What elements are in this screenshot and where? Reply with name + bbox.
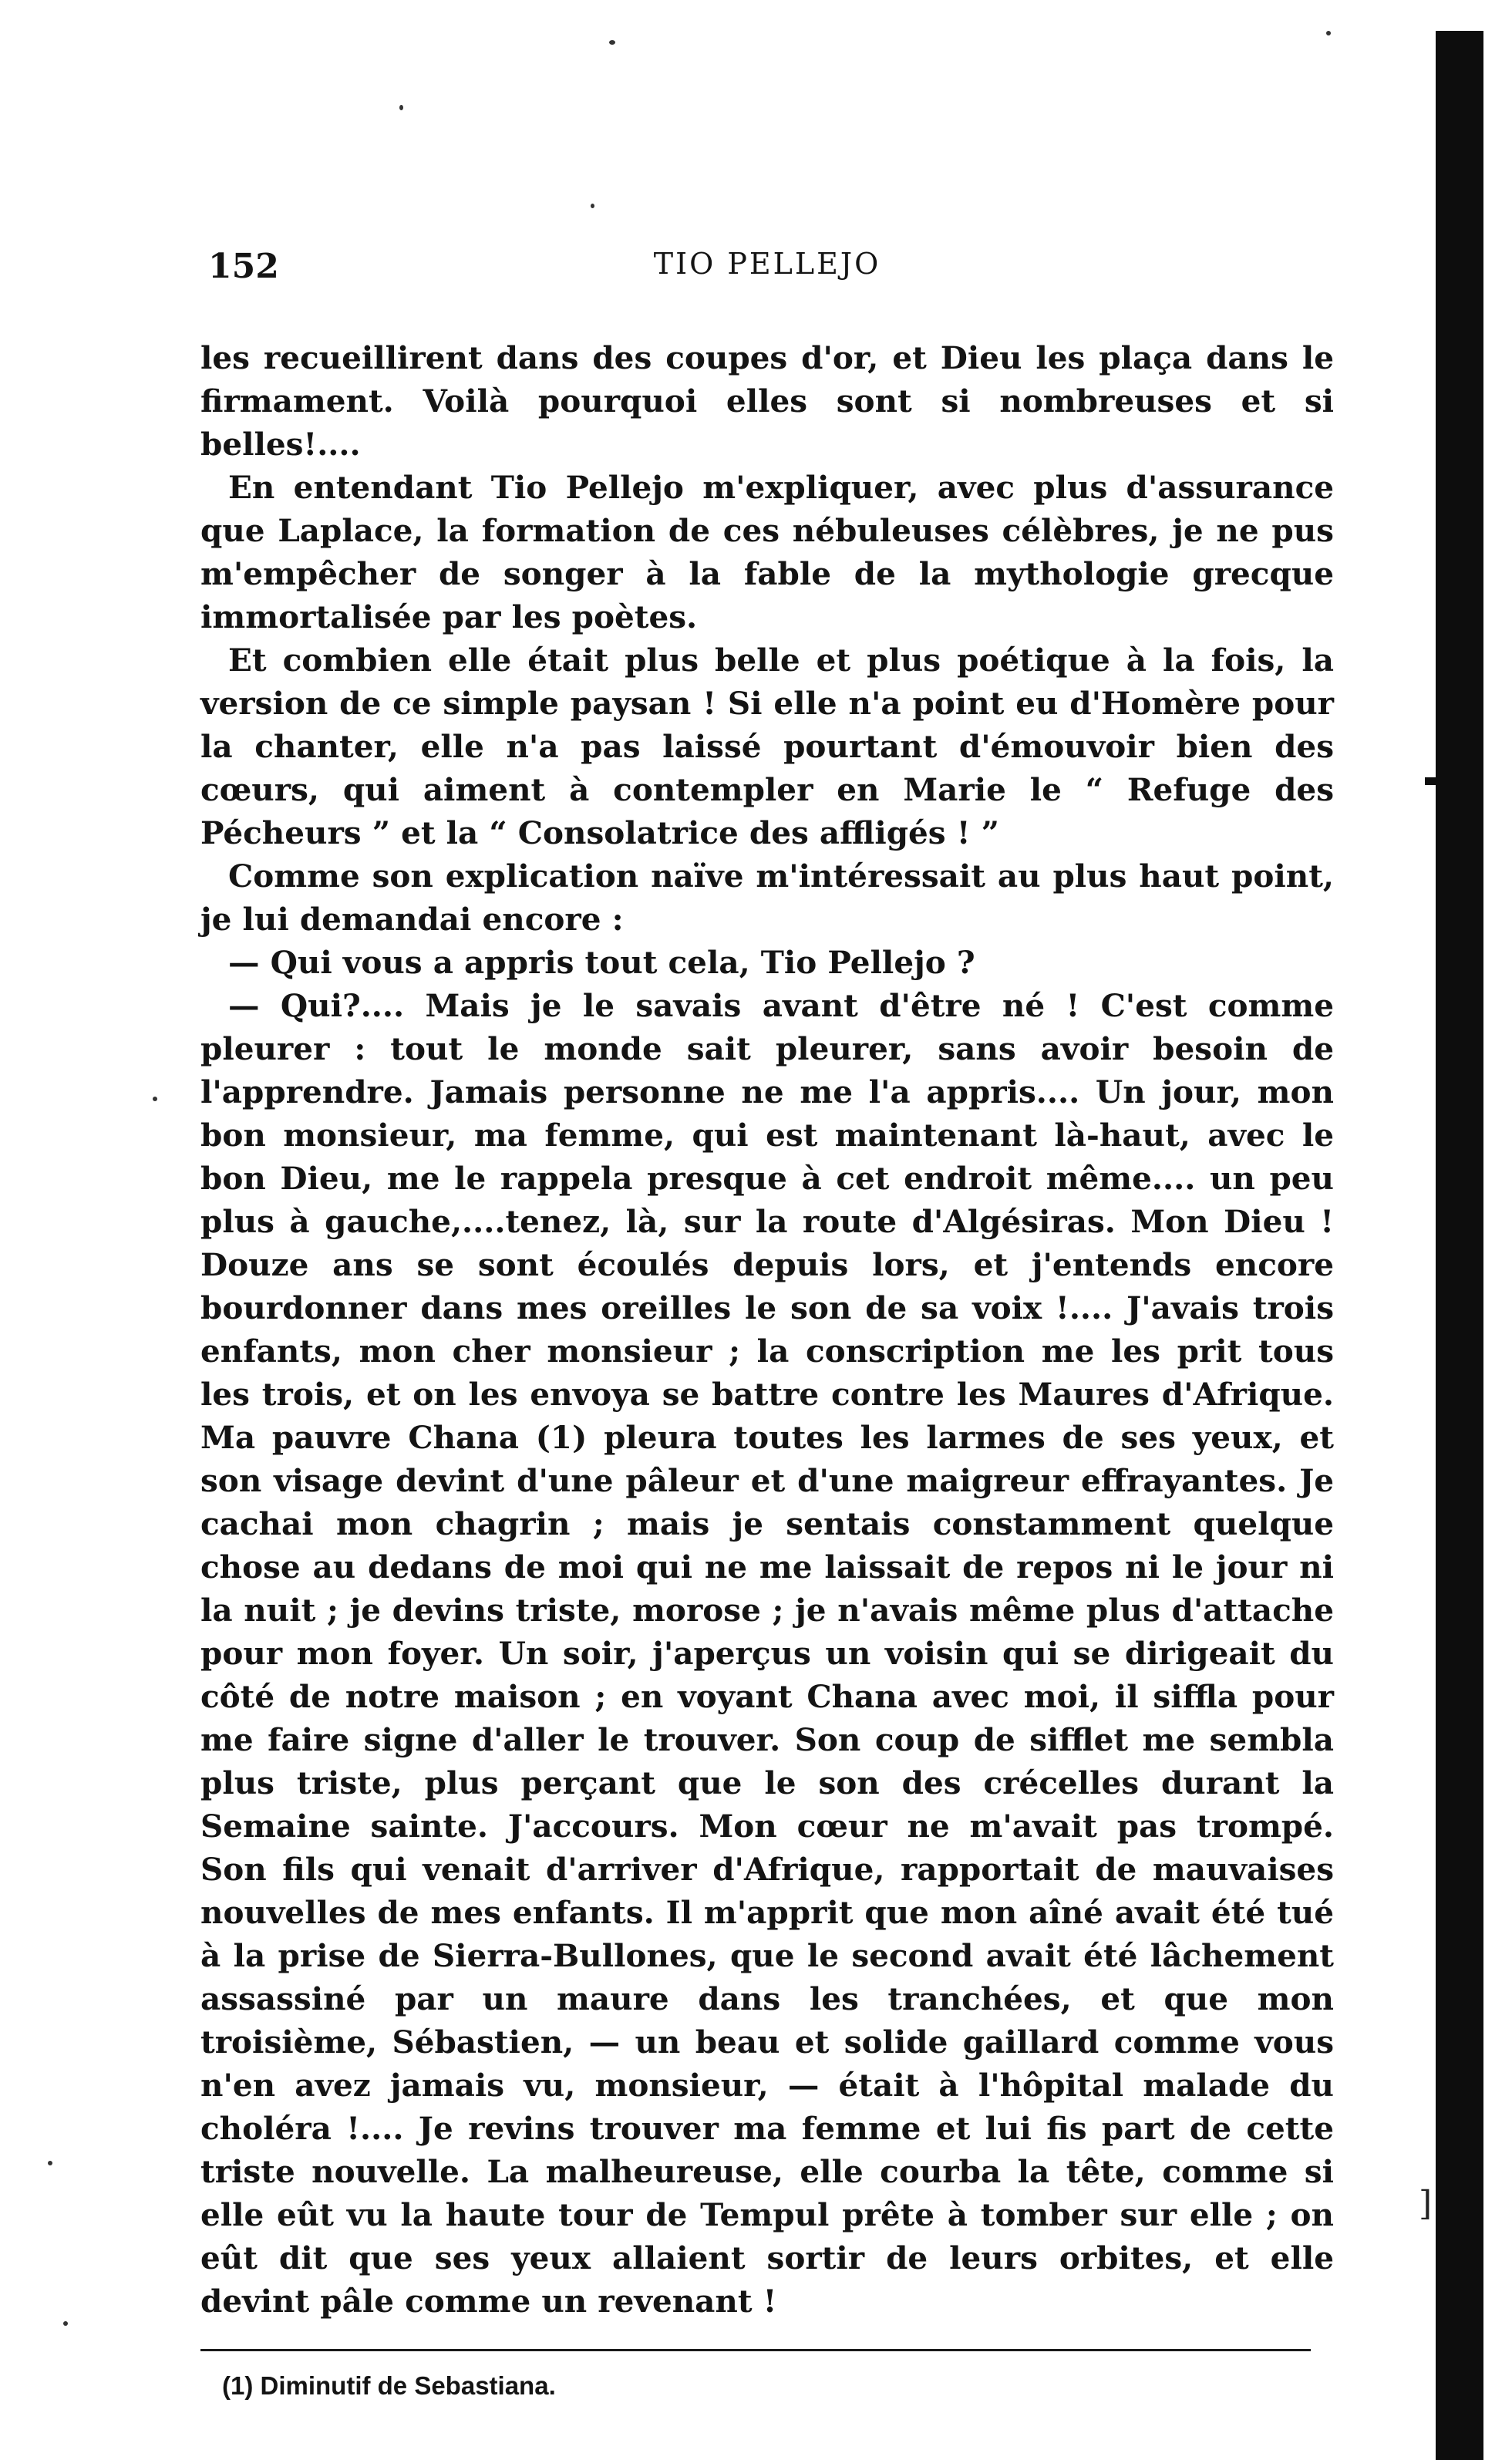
- paragraph: — Qui vous a appris tout cela, Tio Pellejo ?: [228, 944, 975, 981]
- scan-speck: [153, 1097, 157, 1101]
- running-title: TIO PELLEJO: [653, 247, 881, 281]
- paragraph: Et combien elle était plus belle et plus poétique à la fois, la version de ce simple paysan ! Si elle n'a point eu d'Homère pour la chanter, elle n'a pas laissé pourtant d'émouvoir bien des cœurs, qui aiment à contempler en Marie le “ Refuge des Pécheurs ” et la “ Consolatrice des affligés ! ”: [200, 642, 1334, 851]
- footnote-divider: [200, 2349, 1311, 2351]
- scan-edge-bar: [1436, 31, 1483, 2460]
- paragraph: En entendant Tio Pellejo m'expliquer, avec plus d'assurance que Laplace, la formation de ces nébuleuses célèbres, je ne pus m'empêcher de songer à la fable de la mythologie grecque immortalisée par les poètes.: [200, 469, 1334, 635]
- scan-speck: [1326, 31, 1331, 35]
- scan-speck: [48, 2161, 52, 2165]
- body-text: [200, 336, 1334, 2323]
- footnote: (1) Diminutif de Sebastiana.: [222, 2371, 556, 2400]
- scan-speck: [591, 204, 594, 208]
- scan-edge-bracket: ]: [1419, 2184, 1433, 2223]
- book-page: [200, 247, 1334, 2401]
- scan-speck: [63, 2321, 68, 2326]
- paragraph: — Qui?.... Mais je le savais avant d'être né ! C'est comme pleurer : tout le monde sait pleurer, sans avoir besoin de l'apprendre. Jamais personne ne me l'a appris.... Un jour, mon bon monsieur, ma femme, qui est maintenant là-haut, avec le bon Dieu, me le rappela presque à cet endroit même.... un peu plus à gauche,....tenez, là, sur la route d'Algésiras. Mon Dieu ! Douze ans se sont écoulés depuis lors, et j'entends encore bourdonner dans mes oreilles le son de sa voix !.... J'avais trois enfants, mon cher monsieur ; la conscription me les prit tous les trois, et on les envoya se battre contre les Maures d'Afrique. Ma pauvre Chana (1) pleura toutes les larmes de ses yeux, et son visage devint d'une pâleur et d'une maigreur effrayantes. Je cachai mon chagrin ; mais je sentais constamment quelque chose au dedans de moi qui ne me laissait de repos ni le jour ni la nuit ; je devins triste, morose ; je n'avais même plus d'attache pour mon foyer. Un soir, j'aperçus un voisin qui se dirigeait du côté de notre maison ; en voyant Chana avec moi, il siffla pour me faire signe d'aller le trouver. Son coup de sifflet me sembla plus triste, plus perçant que le son des crécelles durant la Semaine sainte. J'accours. Mon cœur ne m'avait pas trompé. Son fils qui venait d'arriver d'Afrique, rapportait de mauvaises nouvelles de mes enfants. Il m'apprit que mon aîné avait été tué à la prise de Sierra-Bullones, que le second avait été lâchement assassiné par un maure dans les tranchées, et que mon troisième, Sébastien, — un beau et solide gaillard comme vous n'en avez jamais vu, monsieur, — était à l'hôpital malade du choléra !.... Je revins trouver ma femme et lui fis part de cette triste nouvelle. La malheureuse, elle courba la tête, comme si elle eût vu la haute tour de Tempul prête à tomber sur elle ; on eût dit que ses yeux allaient sortir de leurs orbites, et elle devint pâle comme un revenant !: [200, 987, 1334, 2320]
- scan-speck: [399, 105, 403, 110]
- scan-speck: [609, 40, 615, 45]
- scan-edge-notch: [1425, 777, 1456, 785]
- page-header: [200, 247, 1334, 293]
- page-number: 152: [208, 247, 279, 286]
- paragraph: Comme son explication naïve m'intéressait au plus haut point, je lui demandai encore :: [200, 858, 1334, 938]
- paragraph: les recueillirent dans des coupes d'or, et Dieu les plaça dans le firmament. Voilà pourquoi elles sont si nombreuses et si belles!....: [200, 339, 1334, 463]
